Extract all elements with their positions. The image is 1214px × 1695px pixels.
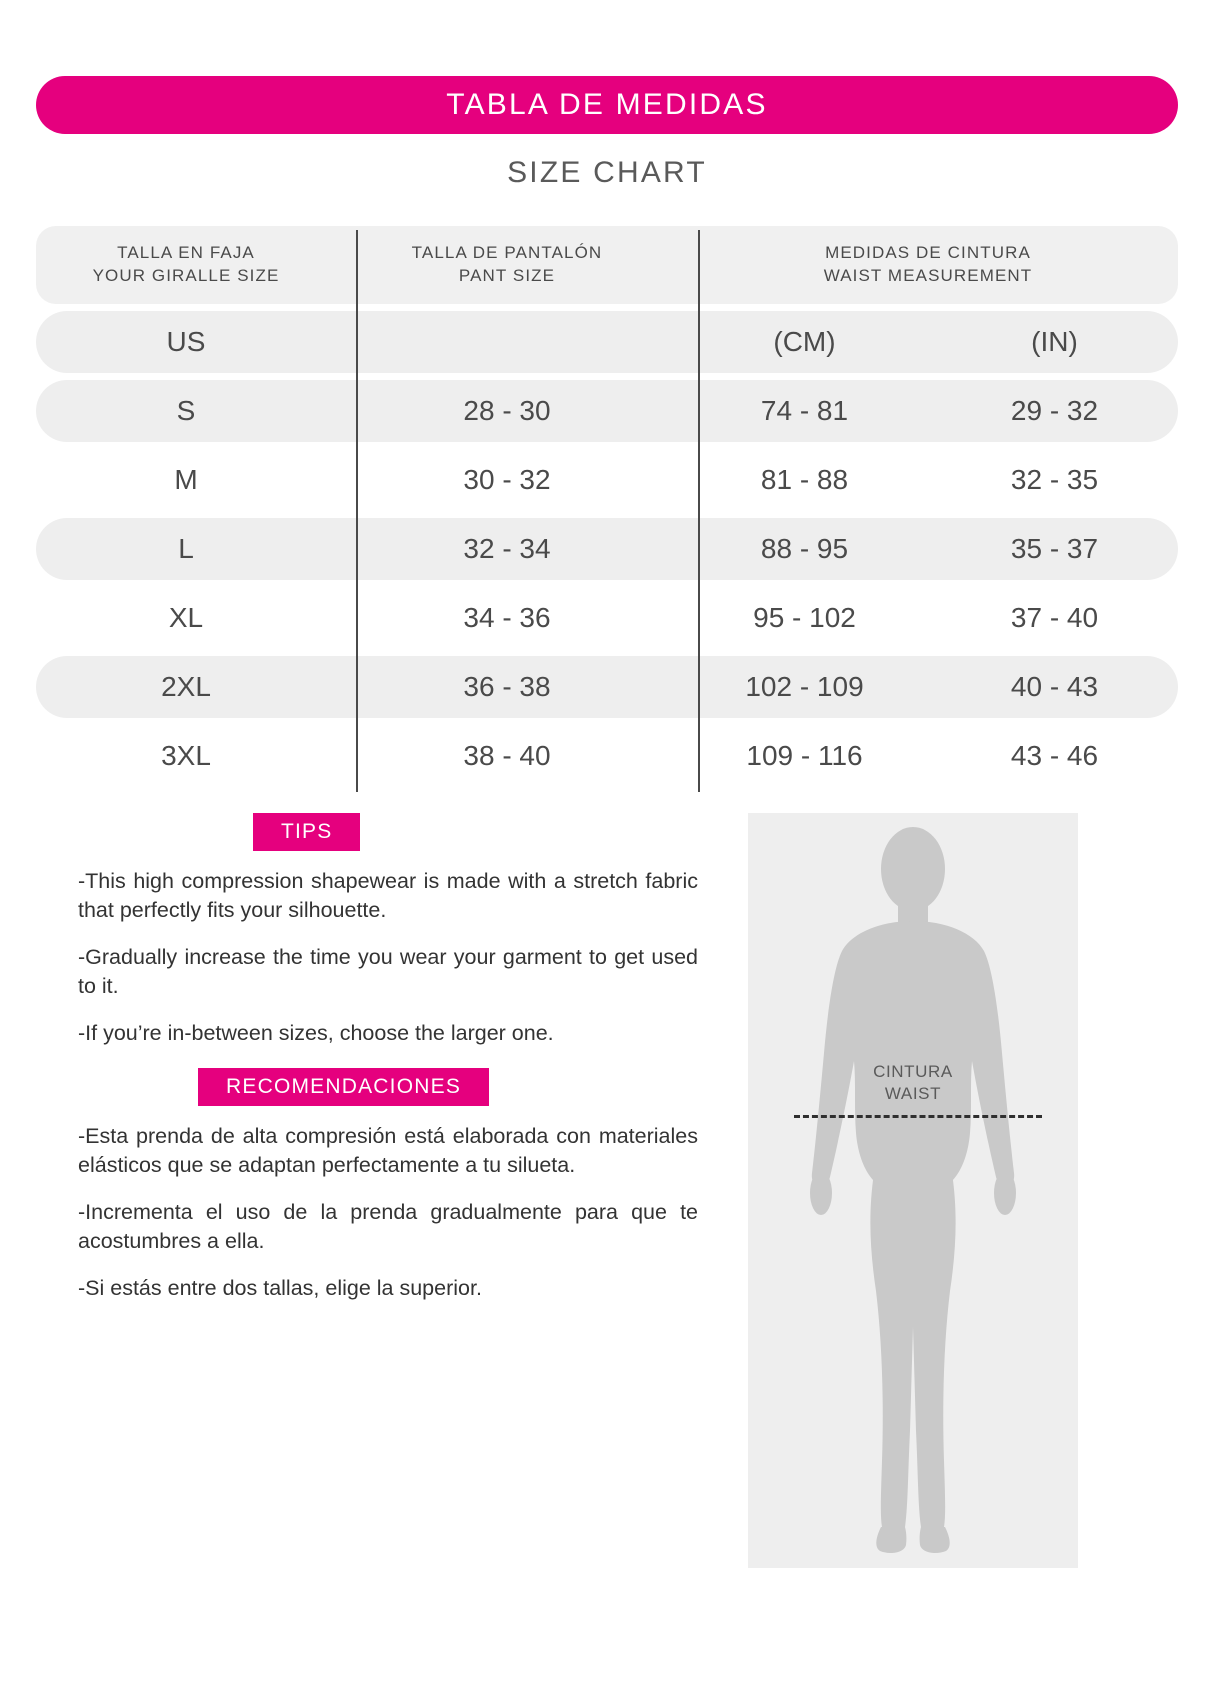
tips-item: -Gradually increase the time you wear your garment to get used to it. [78,945,698,999]
table-divider-left [356,230,358,792]
table-row [36,449,1178,511]
table-row [36,725,1178,787]
header-pant-en: PANT SIZE [458,266,556,285]
size-chart-page [0,76,1214,1695]
cell-cm: 81 - 88 [760,464,849,495]
cell-in: 43 - 46 [1010,740,1099,771]
recommendation-item: -Si estás entre dos tallas, elige la superior. [78,1276,482,1301]
tips-item: -If you’re in-between sizes, choose the larger one. [78,1021,554,1046]
waist-measurement-line [794,1115,1042,1118]
cell-unit-size: US [166,326,206,357]
cell-size: L [178,533,194,564]
header-cell-size [36,226,336,304]
header-size-es: TALLA EN FAJA [117,243,255,263]
header-pant-es: TALLA DE PANTALÓN [411,243,603,263]
body-figure-panel [748,813,1078,1568]
size-table [36,226,1178,787]
cell-size: 2XL [161,671,211,702]
tips-badge: TIPS [253,813,360,851]
page-subtitle: SIZE CHART [507,156,707,189]
header-size-en: YOUR GIRALLE SIZE [92,266,280,285]
cell-cm: 95 - 102 [753,602,856,633]
bottom-section [36,813,1178,1568]
header-cell-waist [678,226,1178,304]
page-title: TABLA DE MEDIDAS [446,88,768,121]
cell-unit-in: (IN) [1031,326,1078,357]
cell-unit-pant [336,311,678,373]
waist-label [748,1061,1078,1105]
cell-size: M [174,464,198,495]
header-waist-es: MEDIDAS DE CINTURA [825,243,1031,263]
table-row [36,587,1178,649]
cell-size: S [176,395,196,426]
tips-column [36,813,726,1568]
cell-unit-cm: (CM) [773,326,836,357]
title-banner [36,76,1178,134]
table-header-row [36,226,1178,304]
cell-pant: 34 - 36 [463,602,551,633]
cell-in: 29 - 32 [1010,395,1099,426]
cell-cm: 74 - 81 [760,395,849,426]
cell-size: 3XL [161,740,211,771]
table-row [36,656,1178,718]
table-row-units [36,311,1178,373]
cell-in: 32 - 35 [1010,464,1099,495]
cell-pant: 30 - 32 [463,464,551,495]
figure-column [726,813,1178,1568]
table-divider-right [698,230,700,792]
header-cell-pant [336,226,678,304]
cell-cm: 88 - 95 [760,533,849,564]
cell-cm: 102 - 109 [745,671,864,702]
table-row [36,518,1178,580]
recommendations-badge: RECOMENDACIONES [198,1068,489,1106]
table-row [36,380,1178,442]
cell-pant: 28 - 30 [463,395,551,426]
waist-label-en: WAIST [884,1084,942,1104]
cell-pant: 38 - 40 [463,740,551,771]
cell-pant: 36 - 38 [463,671,551,702]
header-waist-en: WAIST MEASUREMENT [823,266,1033,285]
recommendation-item: -Esta prenda de alta compresión está elaborada con materiales elásticos que se adaptan perfectamente a tu silueta. [78,1124,698,1178]
recommendation-item: -Incrementa el uso de la prenda gradualmente para que te acostumbres a ella. [78,1200,698,1254]
cell-pant: 32 - 34 [463,533,551,564]
cell-cm: 109 - 116 [746,740,863,771]
cell-in: 40 - 43 [1010,671,1099,702]
male-body-silhouette-icon [748,821,1078,1561]
cell-size: XL [168,602,204,633]
tips-item: -This high compression shapewear is made with a stretch fabric that perfectly fits your silhouette. [78,869,698,923]
waist-label-es: CINTURA [873,1062,953,1081]
cell-in: 37 - 40 [1010,602,1099,633]
cell-in: 35 - 37 [1010,533,1099,564]
